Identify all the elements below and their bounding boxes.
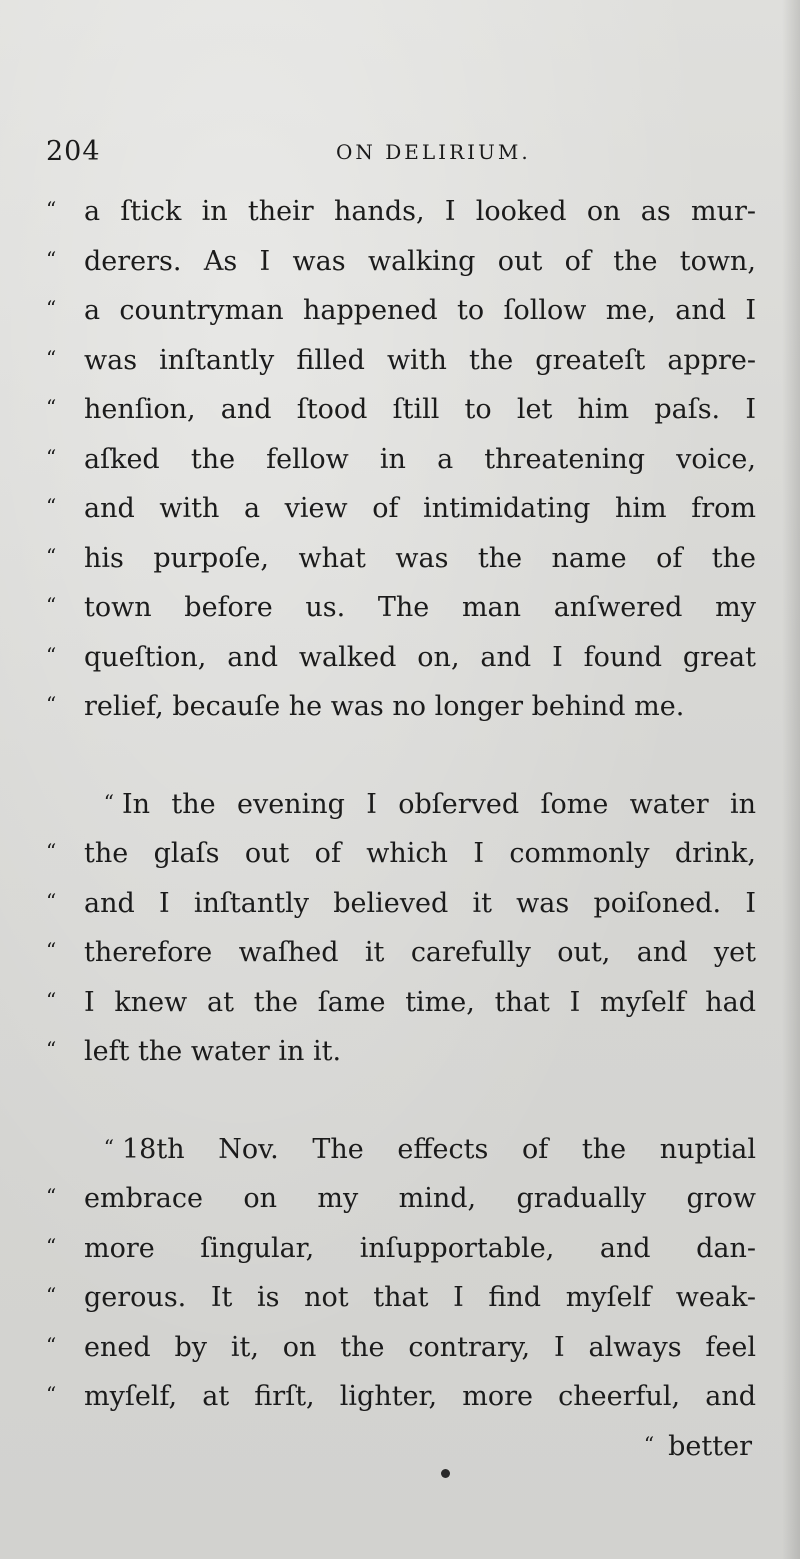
page-number: 204 [46,136,101,167]
quote-mark: “ [46,839,57,863]
quote-mark: “ [46,1382,57,1406]
line-text: left the water in it. [84,1036,342,1067]
page-edge-shadow [782,0,800,1559]
ink-dot [441,1469,450,1478]
text-line [46,1134,756,1184]
quote-mark: “ [103,1134,114,1159]
line-text: the glaſs out of which I commonly drink, [84,838,756,869]
line-text: town before us. The man anſwered my [84,592,756,623]
quote-mark: “ [46,1037,57,1061]
running-head: ON DELIRIUM. [336,140,531,164]
line-text: In the evening I obſerved ſome water in [122,788,756,820]
quote-mark: “ [46,246,57,271]
quote-mark: “ [46,938,57,962]
line-text: was inſtantly filled with the greateſt appre- [84,344,756,376]
line-text: myſelf, at firſt, lighter, more cheerful, and [84,1381,756,1412]
text-line [46,789,756,839]
quote-mark: “ [46,593,57,617]
text-line [46,642,756,692]
line-text: and I inſtantly believed it was poiſoned. I [84,887,756,919]
text-line [46,1381,756,1431]
line-text: henſion, and ſtood ſtill to let him paſs. I [84,394,756,425]
quote-mark: “ [103,789,114,814]
catchword [46,1431,756,1481]
line-text: a countryman happened to ſollow me, and I [84,295,756,326]
line-text: derers. As I was walking out of the town, [84,245,756,277]
text-line [46,888,756,938]
text-line [46,937,756,987]
text-line [46,444,756,494]
line-text: and with a view of intimidating him from [84,493,756,524]
line-text: relief, becauſe he was no longer behind me. [84,691,685,722]
quote-mark: “ [46,197,57,221]
text-line [46,543,756,593]
paragraph-gap [46,1086,756,1134]
quote-mark: “ [46,444,57,469]
quote-mark: “ [46,692,57,716]
text-line [46,295,756,345]
quote-mark: “ [46,395,57,419]
line-text: therefore waſhed it carefully out, and yet [84,937,756,968]
quote-mark: “ [46,987,57,1012]
line-text: I knew at the ſame time, that I myſelf had [84,986,756,1018]
line-text: his purpoſe, what was the name of the [84,542,756,574]
line-text: ened by it, on the contrary, I always feel [84,1331,756,1363]
line-text: a ſtick in their hands, I looked on as mur- [84,196,756,227]
quote-mark: “ [46,296,57,320]
line-text: gerous. It is not that I find myſelf weak- [84,1282,756,1313]
text-line [46,1282,756,1332]
text-line [46,691,756,741]
text-line [46,592,756,642]
line-text: embrace on my mind, gradually grow [84,1183,756,1214]
quote-mark: “ [46,494,57,518]
text-line [46,246,756,296]
line-text: queſtion, and walked on, and I found great [84,641,756,673]
text-line [46,394,756,444]
quote-mark: “ [46,345,57,370]
quote-mark: “ [46,888,57,913]
text-line [46,1332,756,1382]
catchword-text: better [668,1430,752,1462]
paragraph-1 [46,196,756,741]
text-line [46,493,756,543]
quote-mark: “ [46,642,57,667]
text-line [46,987,756,1037]
paragraph-2 [46,789,756,1086]
body-text [46,196,756,1480]
text-line [46,838,756,888]
text-line [46,1036,756,1086]
line-text: aſked the fellow in a threatening voice, [84,443,756,475]
text-line [46,1233,756,1283]
quote-mark: “ [46,1283,57,1307]
quote-mark: “ [643,1431,655,1456]
paragraph-3 [46,1134,756,1431]
text-line [46,345,756,395]
text-line [46,196,756,246]
paragraph-gap [46,741,756,789]
quote-mark: “ [46,1184,57,1208]
line-text: more ſingular, inſupportable, and dan- [84,1232,756,1264]
text-line [46,1183,756,1233]
line-text: 18th Nov. The effects of the nuptial [122,1133,756,1165]
quote-mark: “ [46,543,57,568]
quote-mark: “ [46,1233,57,1258]
page-header [46,136,760,176]
quote-mark: “ [46,1332,57,1357]
